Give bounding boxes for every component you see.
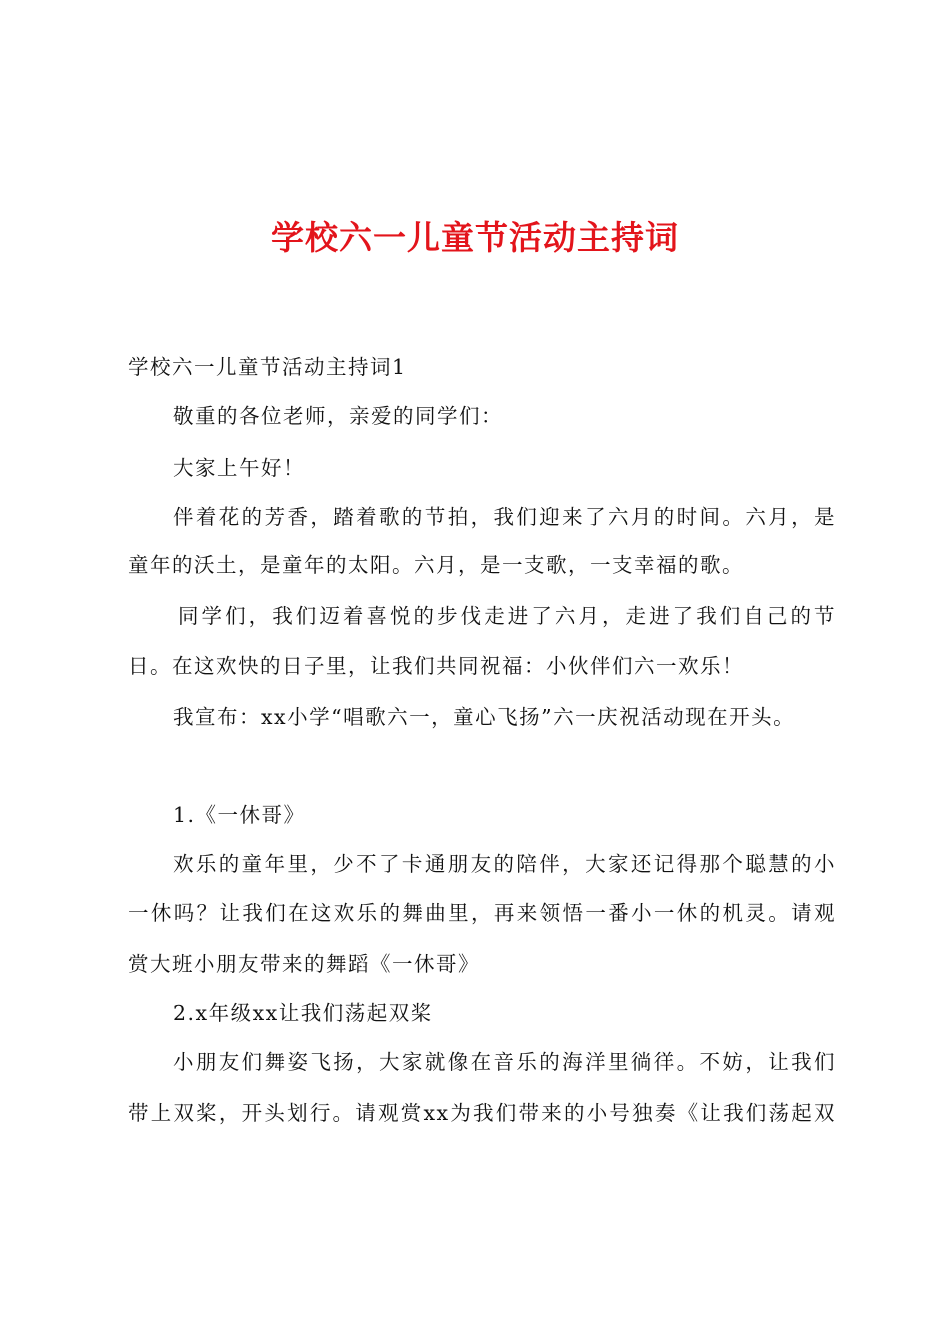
paragraph-1-line-1: 伴着花的芳香，踏着歌的节拍，我们迎来了六月的时间。六月，是 (173, 505, 836, 529)
document-title: 学校六一儿童节活动主持词 (271, 218, 679, 257)
item-1-heading: 1.《一休哥》 (173, 803, 306, 827)
item-1-line-1: 欢乐的童年里，少不了卡通朋友的陪伴，大家还记得那个聪慧的小 (173, 852, 836, 876)
item-1-line-2: 一休吗？让我们在这欢乐的舞曲里，再来领悟一番小一休的机灵。请观 (128, 901, 836, 925)
item-2-heading: 2.x年级xx让我们荡起双桨 (173, 1001, 433, 1025)
paragraph-1-line-2: 童年的沃土，是童年的太阳。六月，是一支歌，一支幸福的歌。 (128, 553, 744, 577)
item-1-line-3: 赏大班小朋友带来的舞蹈《一休哥》 (128, 952, 480, 976)
paragraph-2-line-1: 同学们，我们迈着喜悦的步伐走进了六月，走进了我们自己的节 (178, 604, 836, 628)
announcement-line: 我宣布：xx小学“唱歌六一，童心飞扬”六一庆祝活动现在开头。 (173, 705, 796, 729)
greeting-line: 敬重的各位老师，亲爱的同学们： (173, 404, 503, 428)
hello-line: 大家上午好！ (173, 456, 305, 480)
item-2-line-1: 小朋友们舞姿飞扬，大家就像在音乐的海洋里徜徉。不妨，让我们 (173, 1050, 836, 1074)
item-2-line-2: 带上双桨，开头划行。请观赏xx为我们带来的小号独奏《让我们荡起双 (128, 1101, 836, 1125)
paragraph-2-line-2: 日。在这欢快的日子里，让我们共同祝福：小伙伴们六一欢乐！ (128, 654, 744, 678)
section-heading: 学校六一儿童节活动主持词1 (128, 355, 407, 379)
